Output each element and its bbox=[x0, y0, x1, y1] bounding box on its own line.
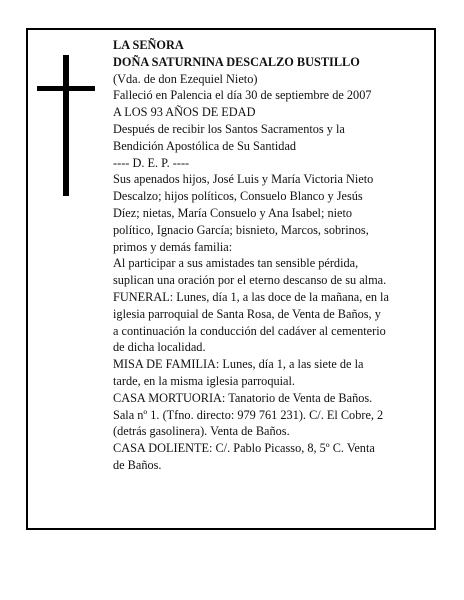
rip-line: ---- D. E. P. ---- bbox=[113, 155, 190, 170]
widow-note: (Vda. de don Ezequiel Nieto) bbox=[113, 71, 258, 86]
request-line-1: Al participar a sus amistades tan sensible pérdida, bbox=[113, 256, 359, 271]
family-line-2: Descalzo; hijos políticos, Consuelo Blanco y Jesús bbox=[113, 189, 363, 204]
mortuary-line-3: (detrás gasolinera). Venta de Baños. bbox=[113, 424, 290, 439]
family-mass-line-1: MISA DE FAMILIA: Lunes, día 1, a las siete de la bbox=[113, 357, 364, 372]
cross-icon-vertical-bar bbox=[63, 55, 69, 196]
cross-icon-horizontal-bar bbox=[37, 86, 95, 91]
deceased-name: DOÑA SATURNINA DESCALZO BUSTILLO bbox=[113, 54, 360, 69]
sacraments-line-2: Bendición Apostólica de Su Santidad bbox=[113, 138, 297, 153]
funeral-line-4: de dicha localidad. bbox=[113, 340, 206, 355]
family-line-1: Sus apenados hijos, José Luis y María Victoria Nieto bbox=[113, 172, 374, 187]
mortuary-line-2: Sala nº 1. (Tfno. directo: 979 761 231). C/. El Cobre, 2 bbox=[113, 407, 384, 422]
funeral-line-2: iglesia parroquial de Santa Rosa, de Venta de Baños, y bbox=[113, 306, 381, 321]
mortuary-line-1: CASA MORTUORIA: Tanatorio de Venta de Baños. bbox=[113, 390, 373, 405]
mourning-house-line-1: CASA DOLIENTE: C/. Pablo Picasso, 8, 5º C. Venta bbox=[113, 441, 375, 456]
funeral-line-1: FUNERAL: Lunes, día 1, a las doce de la mañana, en la bbox=[113, 289, 389, 304]
age-line: A LOS 93 AÑOS DE EDAD bbox=[113, 105, 256, 120]
funeral-line-3: a continuación la conducción del cadáver al cementerio bbox=[113, 323, 386, 338]
family-line-4: político, Ignacio García; bisnieto, Marcos, sobrinos, bbox=[113, 222, 369, 237]
death-date: Falleció en Palencia el día 30 de septiembre de 2007 bbox=[113, 88, 372, 103]
family-line-3: Díez; nietas, María Consuelo y Ana Isabel; nieto bbox=[113, 205, 353, 220]
family-line-5: primos y demás familia: bbox=[113, 239, 233, 254]
request-line-2: suplican una oración por el eterno descanso de su alma. bbox=[113, 273, 387, 288]
title-line: LA SEÑORA bbox=[113, 38, 184, 52]
sacraments-line-1: Después de recibir los Santos Sacramentos y la bbox=[113, 121, 345, 136]
mourning-house-line-2: de Baños. bbox=[113, 457, 162, 472]
family-mass-line-2: tarde, en la misma iglesia parroquial. bbox=[113, 373, 295, 388]
obituary-text bbox=[113, 37, 425, 474]
